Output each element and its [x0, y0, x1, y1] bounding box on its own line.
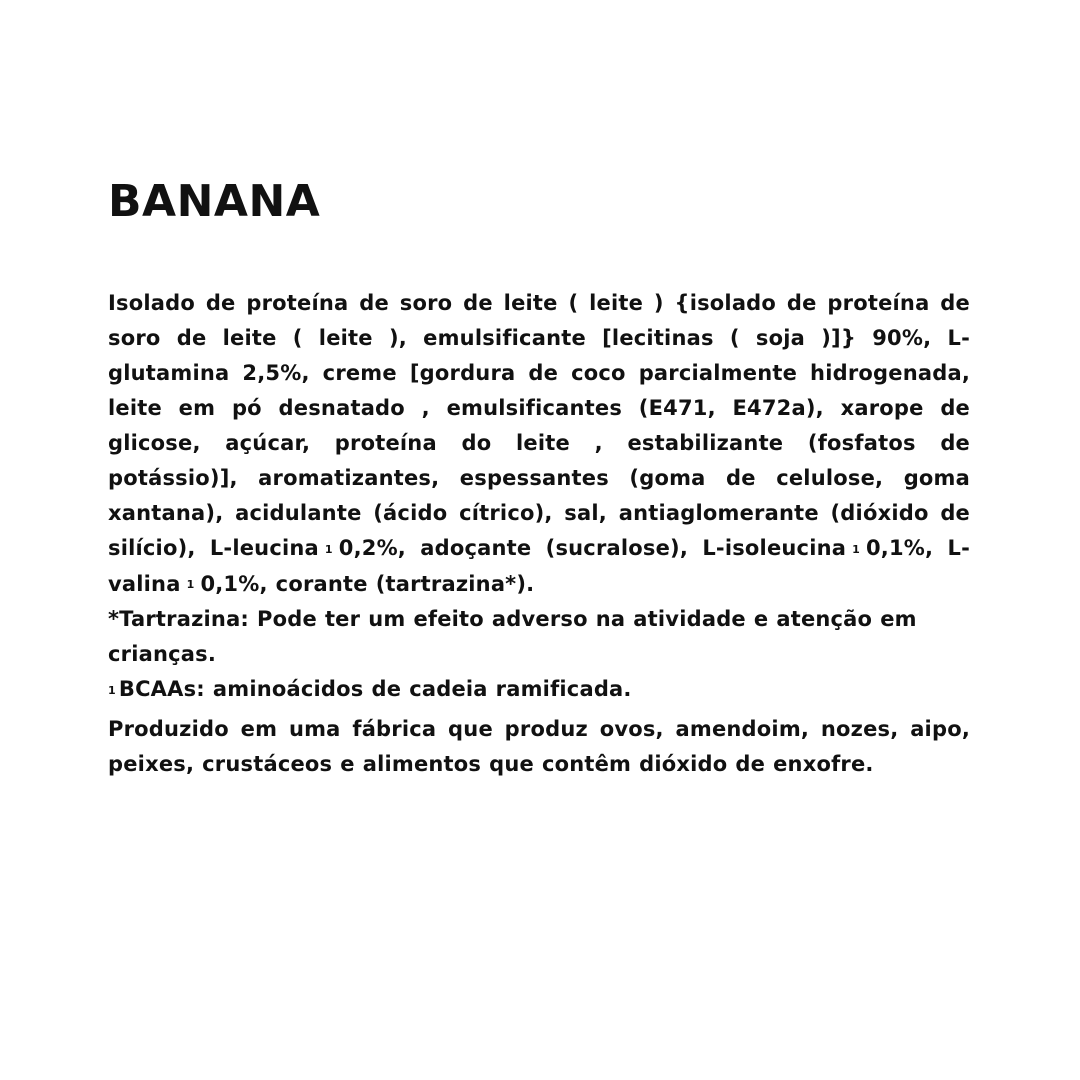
footnote-marker: 1 [186, 578, 195, 591]
product-title: BANANA [108, 176, 321, 227]
footnote-marker: 1 [324, 542, 333, 556]
ingredients-text-part1: Isolado de proteína de soro de leite ( leite ) {isolado de proteína de soro de leite ( leite ), emulsificante [lecitinas ( soja )]} 90%, L-glutamina 2,5%, creme [gordura de coco parcialmente hidrogenada, leite em pó desnatado , emulsificantes (E471, E472a), xarope de glicose, açúcar, proteína do leite , estabilizante (fosfatos de potássio)], aromatizantes, espessantes (goma de celulose, goma xantana), acidulante (ácido cítrico), sal, antiaglomerante (dióxido de silício), L-leucina [108, 291, 970, 560]
tartrazine-warning: *Tartrazina: Pode ter um efeito adverso na atividade e atenção em crianças. [108, 607, 917, 666]
ingredients-text-part2: 0,2%, adoçante (sucralose), L-isoleucina [338, 536, 847, 560]
footnote-marker: 1 [108, 683, 116, 697]
allergen-statement: Produzido em uma fábrica que produz ovos, amendoim, nozes, aipo, peixes, crustáceos e alimentos que contêm dióxido de enxofre. [108, 716, 970, 776]
bcaa-footnote-text: BCAAs: aminoácidos de cadeia ramificada. [118, 677, 632, 701]
ingredients-list [108, 286, 970, 602]
ingredients-text-part4: 0,1%, corante (tartrazina*). [200, 571, 535, 596]
footnote-marker: 1 [852, 542, 860, 556]
ingredients-text-part3: 0,1%, L-valina [108, 536, 970, 596]
bcaa-footnote [108, 672, 970, 708]
label-text-block [108, 286, 970, 782]
